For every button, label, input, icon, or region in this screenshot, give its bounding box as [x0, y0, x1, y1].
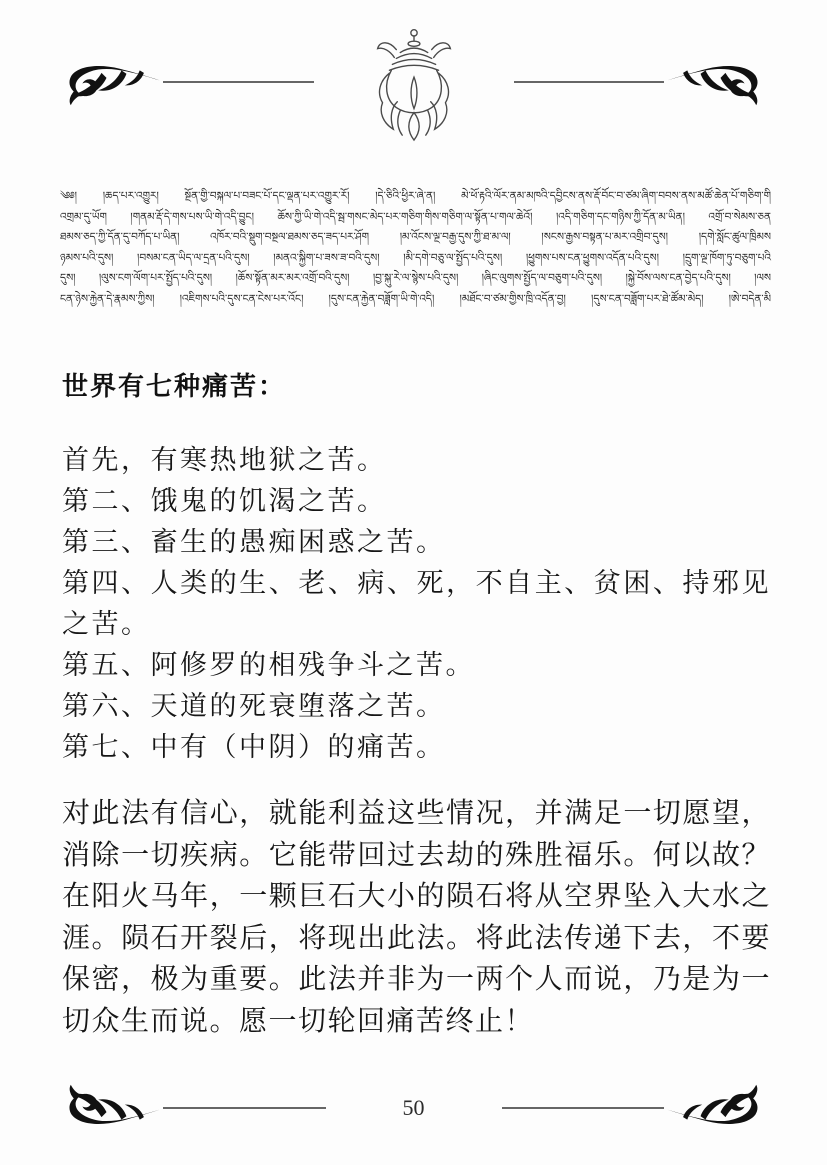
tibetan-line: ཐམས་ཅད་ཀྱི་དོན་དུ་བཀོད་པ་ཡིན། འཁོར་བའི་སྡུག་བསྔལ་ཐམས་ཅད་ཟད་པར་ཤོག །མ་འོངས་ལྔ་བརྒྱ་དུས་ཀྱི་ཐ་མ་ལ། །སངས་རྒྱས་བསྟན་པ་མར་འགྲིབ་དུས། །དགེ་སློང་ཚུལ་ཁྲིམས [60, 231, 771, 243]
tibetan-line: འགྲམ་དུ་ཡོག །གནམ་རྡོ་དེ་གས་པས་ཡི་གེ་འདི་བྱུང། ཆོས་ཀྱི་ཡི་གེ་འདི་སྦ་གསང་མེད་པར་གཅིག་གིས་གཅིག་ལ་སྟོན་པ་གལ་ཆེའོ། །འདི་གཅིག་དང་གཉིས་ཀྱི་དོན་མ་ཡིན། འགྲོ་བ་སེམས་ཅན [60, 210, 771, 223]
list-item: 第三、畜生的愚痴困惑之苦。 [62, 527, 446, 557]
tibetan-text-block [60, 186, 771, 309]
closing-paragraph [62, 793, 771, 1042]
tibetan-line: ༄༅། །ཆད་པར་འགྱུར། སྔོན་གྱི་བསྐལ་པ་བཟང་པོ་དང་ལྡན་པར་འགྱུར་རོ། །དེ་ཅིའི་ཕྱིར་ཞེ་ན། མེ་ཕོ་རྟའི་ལོར་ནམ་མཁའི་དབྱིངས་ནས་རྡོ་བོང་བ་ཙམ་ཞིག་བབས་ནས་མཚོ་ཆེན་པོ་གཅིག་གི [60, 190, 771, 202]
header-rule-right [514, 81, 665, 83]
page-footer [55, 1078, 772, 1138]
floral-scroll-icon [664, 56, 772, 108]
list-item: 第六、天道的死衰堕落之苦。 [62, 691, 446, 721]
list-item: 第二、饿鬼的饥渴之苦。 [62, 486, 387, 516]
floral-scroll-icon [55, 1082, 163, 1134]
tibetan-line: ཉམས་པའི་དུས། །བསམ་ངན་ཡིད་ལ་དྲན་པའི་དུས། །མནའ་སྐྱིག་པ་ཟས་ཟ་བའི་དུས། །མི་དགེ་བཅུ་ལ་སྤྱོད་པའི་དུས། །ཕྱུགས་པས་ངན་ཕྱུགས་འདོན་པའི་དུས། །དྲུག་ལྔ་ཁོག་ཏུ་བཅུག་པའི [60, 251, 771, 264]
paragraph-text: 对此法有信心，就能利益这些情况，并满足一切愿望，消除一切疾病。它能带回过去劫的殊胜福乐。何以故？在阳火马年，一颗巨石大小的陨石将从空界坠入大水之涯。陨石开裂后，将现出此法。将此法传递下去，不要保密，极为重要。此法并非为一两个人而说，乃是为一切众生而说。愿一切轮回痛苦终止！ [62, 798, 771, 1037]
tibetan-line: ངན་ཉེས་རྐྱེན་དེ་རྣམས་ཀྱིས། །འཇིགས་པའི་དུས་ངན་ངེས་པར་འོང། །དུས་ངན་རྐྱེན་བཟློག་ཡི་གེ་འདི། །མཐོང་བ་ཙམ་གྱིས་ཁྲི་འདོན་བྱ། །དུས་ངན་བཟློག་པར་ཐེ་ཚོམ་མེད། །ཨེ་བདེན་མི [60, 292, 771, 305]
section-heading: 世界有七种痛苦： [62, 371, 287, 401]
list-item: 首先，有寒热地狱之苦。 [62, 445, 387, 475]
suffering-list [62, 440, 771, 768]
list-item: 第七、中有（中阴）的痛苦。 [62, 732, 446, 762]
tibetan-line: དུས། །ལུས་ངག་ལོག་པར་སྤྱོད་པའི་དུས། །ཆོས་སྟོན་མར་མར་འགྲོ་བའི་དུས། །བྱ་སྐུ་རེ་ལ་སྙེས་པའི་དུས། །ཞིང་ལུགས་སྤྱོད་ལ་བཅུག་པའི་དུས། །སྐྱེ་བོས་ལས་ངན་བྱེད་པའི་དུས། །ལས [60, 272, 771, 284]
floral-scroll-icon [55, 56, 163, 108]
floral-scroll-icon [664, 1082, 772, 1134]
header-rule-left [163, 81, 314, 83]
footer-rule-right [502, 1107, 665, 1109]
list-item: 第五、阿修罗的相残争斗之苦。 [62, 650, 475, 680]
treasure-vase-icon [366, 26, 462, 144]
list-item: 第四、人类的生、老、病、死，不自主、贫困、持邪见之苦。 [62, 568, 771, 639]
page-number: 50 [402, 1095, 425, 1120]
page-header [55, 30, 772, 145]
footer-rule-left [163, 1107, 326, 1109]
